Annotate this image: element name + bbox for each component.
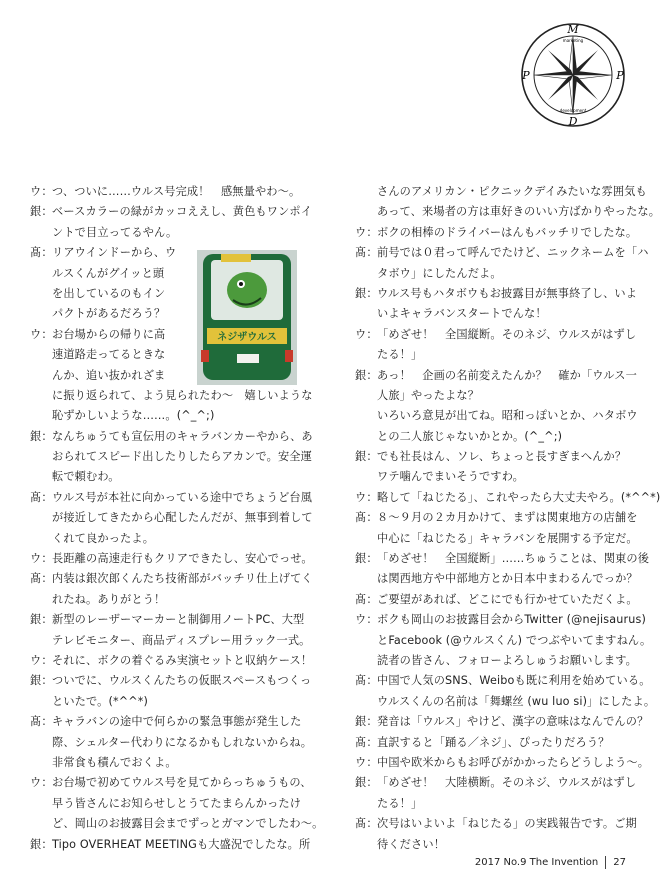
speaker-label (30, 264, 52, 284)
speaker-label: 髙： (355, 511, 378, 525)
dialogue-text: あっ！ 企画の名前変えたんか？ 確か「ウルス一 (377, 368, 637, 382)
speaker-label (30, 733, 52, 753)
dialogue-text: 待ください！ (377, 837, 446, 851)
dialogue-line (355, 671, 651, 691)
dialogue-text: ご要望があれば、どこにでも行かせていただくよ。 (377, 592, 638, 606)
dialogue-line (355, 366, 637, 386)
speaker-label (355, 467, 377, 487)
dialogue-text: ８〜９月の２カ月かけて、まずは関東地方の店舗を (377, 511, 638, 525)
dialogue-line (30, 631, 311, 651)
speaker-label (355, 202, 377, 222)
dialogue-line (30, 467, 302, 487)
dialogue-text: いよキャラバンスタートでんな！ (377, 307, 547, 321)
footer-issue: 2017 No.9 The Invention (474, 857, 599, 868)
speaker-label (30, 223, 52, 243)
dialogue-line (30, 508, 313, 528)
speaker-label (30, 304, 52, 324)
dialogue-line (355, 467, 627, 487)
dialogue-line (355, 529, 638, 549)
dialogue-line (30, 753, 302, 773)
dialogue-text: に振り返られて、よう見られたわ〜 嬉しいような (52, 388, 313, 402)
dialogue-line (30, 610, 305, 630)
dialogue-text: ウルスくんの名前は「舞螺丝 (wu luo si)」にしたよ。 (377, 694, 656, 708)
speaker-label: 銀： (30, 429, 53, 443)
dialogue-line (30, 325, 302, 345)
speaker-label: 髙： (355, 592, 378, 606)
speaker-label (30, 692, 52, 712)
dialogue-line (30, 386, 313, 406)
dialogue-text: 直訳すると「踊る／ネジ」、ぴったりだろう？ (377, 735, 610, 749)
dialogue-line (355, 692, 656, 712)
dialogue-text: 恥ずかしいような……。(^_^;) (52, 409, 215, 423)
page-footer (475, 856, 626, 869)
dialogue-line (355, 733, 627, 753)
dialogue-text: おられてスピード出したりしたらアカンで。安全運 (52, 450, 312, 464)
dialogue-line (355, 386, 627, 406)
dialogue-text: 中国や欧米からもお呼びがかかったらどうしよう〜。 (377, 755, 650, 769)
dialogue-line (355, 569, 638, 589)
speaker-label: ウ： (30, 552, 53, 566)
interview-column-left (30, 182, 324, 855)
speaker-label: 髙： (30, 246, 53, 260)
dialogue-text: Tipo OVERHEAT MEETINGも大盛況でしたな。所 (52, 837, 311, 851)
speaker-label (30, 284, 52, 304)
dialogue-line (30, 182, 302, 202)
dialogue-text: 転で頼むわ。 (52, 470, 120, 484)
speaker-label: 銀： (355, 286, 378, 300)
speaker-label: ウ： (30, 327, 53, 341)
speaker-label (355, 794, 377, 814)
speaker-label (355, 182, 377, 202)
dialogue-text: たる！」 (377, 796, 423, 810)
speaker-label (30, 386, 52, 406)
speaker-label: 銀： (355, 776, 378, 790)
dialogue-line (30, 814, 324, 834)
dialogue-line (30, 284, 302, 304)
dialogue-line (30, 264, 302, 284)
dialogue-text: 「めざせ！ 全国縦断」……ちゅうことは、関東の後 (377, 552, 650, 566)
dialogue-line (30, 304, 302, 324)
page-number: 27 (613, 857, 626, 868)
dialogue-text: を出しているのもイン (52, 286, 166, 300)
dialogue-line (30, 569, 313, 589)
dialogue-text: 読者の皆さん、フォローよろしゅうお願いします。 (377, 653, 637, 667)
speaker-label (30, 467, 52, 487)
dialogue-text: れたね。ありがとう！ (52, 592, 166, 606)
dialogue-line (355, 406, 638, 426)
dialogue-line (355, 773, 637, 793)
dialogue-text: ントで目立ってるやん。 (52, 225, 178, 239)
dialogue-line (355, 814, 637, 834)
speaker-label (30, 590, 52, 610)
speaker-label: 髙： (355, 817, 378, 831)
dialogue-text: お台場で初めてウルス号を見てからっちゅうもの、 (52, 776, 312, 790)
speaker-label: 銀： (30, 613, 53, 627)
speaker-label: ウ： (30, 653, 53, 667)
van-lettering: ネジザウルス (217, 332, 277, 343)
speaker-label: 髙： (355, 246, 378, 260)
speaker-label: ウ： (355, 613, 378, 627)
dialogue-text: 中心に「ねじたる」キャラバンを展開する予定だ。 (377, 531, 638, 545)
dialogue-text: パクトがあるだろう？ (52, 307, 166, 321)
speaker-label (355, 569, 377, 589)
speaker-label: 銀： (30, 205, 53, 219)
dialogue-text: といたで。(*^^*) (52, 694, 149, 708)
dialogue-text: つ、ついに……ウルス号完成！ 感無量やわ〜。 (52, 185, 301, 198)
dialogue-text: ついでに、ウルスくんたちの仮眠スペースもつくっ (52, 674, 312, 688)
dialogue-text: 中国で人気のSNS、Weiboも既に利用を始めている。 (377, 674, 651, 688)
speaker-label: ウ： (30, 185, 53, 198)
dialogue-line (355, 223, 638, 243)
logo-letter-top: M (567, 23, 579, 36)
dialogue-line (355, 794, 627, 814)
speaker-label: ウ： (30, 776, 53, 790)
dialogue-text: んか、追い抜かれざま (52, 368, 166, 382)
dialogue-text: は関西地方や中部地方とか日本中まわるんでっか？ (377, 572, 638, 586)
speaker-label (355, 386, 377, 406)
dialogue-text: とFacebook (@ウルスくん) でつぶやいてますねん。 (377, 633, 652, 647)
dialogue-line (30, 835, 311, 855)
speaker-label: 髙： (30, 572, 53, 586)
dialogue-line (30, 651, 313, 671)
dialogue-line (355, 447, 627, 467)
speaker-label (355, 651, 377, 671)
dialogue-line (30, 488, 313, 508)
dialogue-line (355, 182, 647, 202)
speaker-label: ウ： (355, 755, 378, 769)
speaker-label: 銀： (355, 368, 378, 382)
dialogue-text: リアウインドーから、ウ (52, 246, 177, 260)
logo-letter-bottom: D (568, 115, 578, 128)
speaker-label (355, 406, 377, 426)
dialogue-text: 「めざせ！ 全国縦断。そのネジ、ウルスがはずし (377, 327, 637, 341)
dialogue-line (30, 202, 313, 222)
dialogue-line (355, 304, 627, 324)
dialogue-text: 速道路走ってるときな (52, 348, 166, 362)
dialogue-text: が接近してきたから心配したんだが、無事到着して (52, 511, 313, 525)
dialogue-text: 「めざせ！ 大陸横断。そのネジ、ウルスがはずし (377, 776, 637, 790)
dialogue-line (30, 671, 312, 691)
dialogue-text: ボクの相棒のドライバーはんもバッチリでしたな。 (377, 225, 638, 239)
dialogue-line (30, 529, 302, 549)
dialogue-text: キャラバンの途中で何らかの緊急事態が発生した (52, 715, 302, 729)
dialogue-text: 際、シェルター代わりになるかもしれないからね。 (52, 735, 313, 749)
dialogue-line (30, 590, 302, 610)
dialogue-line (355, 488, 661, 508)
dialogue-text: 内装は銀次郎くんたち技術部がバッチリ仕上げてく (52, 572, 313, 586)
dialogue-line (30, 223, 302, 243)
speaker-label: 髙： (355, 674, 378, 688)
dialogue-text: いろいろ意見が出てね。昭和っぽいとか、ハタボウ (377, 409, 638, 423)
dialogue-text: 長距離の高速走行もクリアできたし、安心でっせ。 (52, 552, 313, 566)
dialogue-text: ウルス号もハタボウもお披露目が無事終了し、いよ (377, 286, 638, 300)
dialogue-line (355, 202, 661, 222)
dialogue-line (355, 508, 638, 528)
dialogue-line (30, 549, 313, 569)
dialogue-text: 略して「ねじたる」、これやったら大丈夫やろ。(*^^*) (377, 490, 661, 504)
speaker-label: 銀： (30, 674, 53, 688)
speaker-label: ウ： (355, 327, 378, 341)
speaker-label (30, 366, 52, 386)
speaker-label: 銀： (355, 715, 378, 729)
logo-letter-right: P (616, 69, 624, 82)
speaker-label: ウ： (355, 490, 378, 504)
speaker-label: 銀： (355, 450, 378, 464)
dialogue-text: それに、ボクの着ぐるみ実演セットと収納ケース！ (52, 653, 313, 667)
speaker-label (355, 835, 377, 855)
dialogue-text: 非常食も積んでおくよ。 (52, 755, 177, 769)
speaker-label: 髙： (30, 490, 53, 504)
dialogue-line (30, 243, 302, 263)
footer-separator (605, 856, 606, 869)
speaker-label (355, 264, 377, 284)
dialogue-line (355, 549, 650, 569)
dialogue-text: ワテ噛んでまいそうですわ。 (377, 470, 524, 484)
dialogue-text: との二人旅じゃないかとか。(^_^;) (377, 429, 563, 443)
dialogue-text: さんのアメリカン・ピクニックデイみたいな雰囲気も (377, 185, 647, 198)
speaker-label: 銀： (30, 837, 53, 851)
dialogue-text: たる！」 (377, 348, 423, 362)
dialogue-line (30, 692, 302, 712)
dialogue-text: タボウ」にしたんだよ。 (377, 266, 502, 280)
dialogue-line (30, 427, 313, 447)
dialogue-text: お台場からの帰りに高 (52, 327, 166, 341)
speaker-label (30, 508, 52, 528)
speaker-label: 髙： (30, 715, 53, 729)
speaker-label (30, 406, 52, 426)
dialogue-line (355, 264, 627, 284)
speaker-label (30, 753, 52, 773)
dialogue-text: 次号はいよいよ「ねじたる」の実践報告です。ご期 (377, 817, 637, 831)
dialogue-text: なんちゅうても宣伝用のキャラバンカーやから、あ (52, 429, 313, 443)
dialogue-text: ルスくんがグイッと頭 (52, 266, 165, 280)
dialogue-line (355, 284, 638, 304)
dialogue-text: ウルス号が本社に向かっている途中でちょうど台風 (52, 490, 313, 504)
speaker-label: ウ： (355, 225, 378, 239)
dialogue-line (30, 712, 302, 732)
dialogue-line (30, 733, 313, 753)
dialogue-line (30, 345, 302, 365)
dialogue-line (30, 366, 302, 386)
dialogue-line (30, 406, 302, 426)
speaker-label (30, 529, 52, 549)
dialogue-line (355, 345, 627, 365)
interview-column-right (355, 182, 661, 855)
speaker-label (355, 345, 377, 365)
dialogue-text: あって、来場者の方は車好きのいい方ばかりやったな。 (377, 205, 661, 219)
dialogue-text: 新型のレーザーマーカーと制御用ノートPC、大型 (52, 613, 305, 627)
speaker-label (355, 631, 377, 651)
dialogue-line (30, 773, 312, 793)
dialogue-line (30, 447, 312, 467)
dialogue-line (355, 590, 638, 610)
dialogue-line (355, 835, 627, 855)
speaker-label (30, 814, 52, 834)
dialogue-line (355, 631, 652, 651)
dialogue-line (30, 794, 302, 814)
dialogue-text: ど、岡山のお披露目会までずっとガマンでしたわ〜。 (52, 817, 324, 831)
mpd-compass-logo (520, 22, 626, 128)
dialogue-line (355, 712, 649, 732)
speaker-label (355, 304, 377, 324)
speaker-label (30, 447, 52, 467)
dialogue-line (355, 243, 649, 263)
dialogue-text: でも社長はん、ソレ、ちょっと長すぎまへんか？ (377, 450, 627, 464)
speaker-label (30, 345, 52, 365)
dialogue-text: ボクも岡山のお披露目会からTwitter (@nejisaurus) (377, 613, 646, 627)
logo-ring-text-top: marketing (562, 38, 584, 43)
dialogue-line (355, 610, 646, 630)
dialogue-line (355, 753, 650, 773)
speaker-label (355, 427, 377, 447)
dialogue-text: テレビモニター、商品ディスプレー用ラック一式。 (52, 633, 311, 647)
speaker-label (355, 692, 377, 712)
dialogue-text: 前号では０君って呼んでたけど、ニックネームを「ハ (377, 246, 649, 260)
dialogue-text: ベースカラーの緑がカッコええし、黄色もワンポイ (52, 205, 313, 219)
dialogue-text: 早う皆さんにお知らせしとうてたまらんかったけ (52, 796, 302, 810)
speaker-label: 髙： (355, 735, 378, 749)
speaker-label: 銀： (355, 552, 378, 566)
logo-ring-text-bottom: development (559, 108, 587, 113)
speaker-label (30, 631, 52, 651)
logo-letter-left: P (522, 69, 530, 82)
dialogue-line (355, 651, 637, 671)
dialogue-text: 発音は「ウルス」やけど、漢字の意味はなんでんの？ (377, 715, 649, 729)
speaker-label (30, 794, 52, 814)
dialogue-line (355, 325, 637, 345)
dialogue-text: くれて良かったよ。 (52, 531, 155, 545)
dialogue-line (355, 427, 627, 447)
speaker-label (355, 529, 377, 549)
dialogue-text: 人旅」やったよな？ (377, 388, 480, 402)
